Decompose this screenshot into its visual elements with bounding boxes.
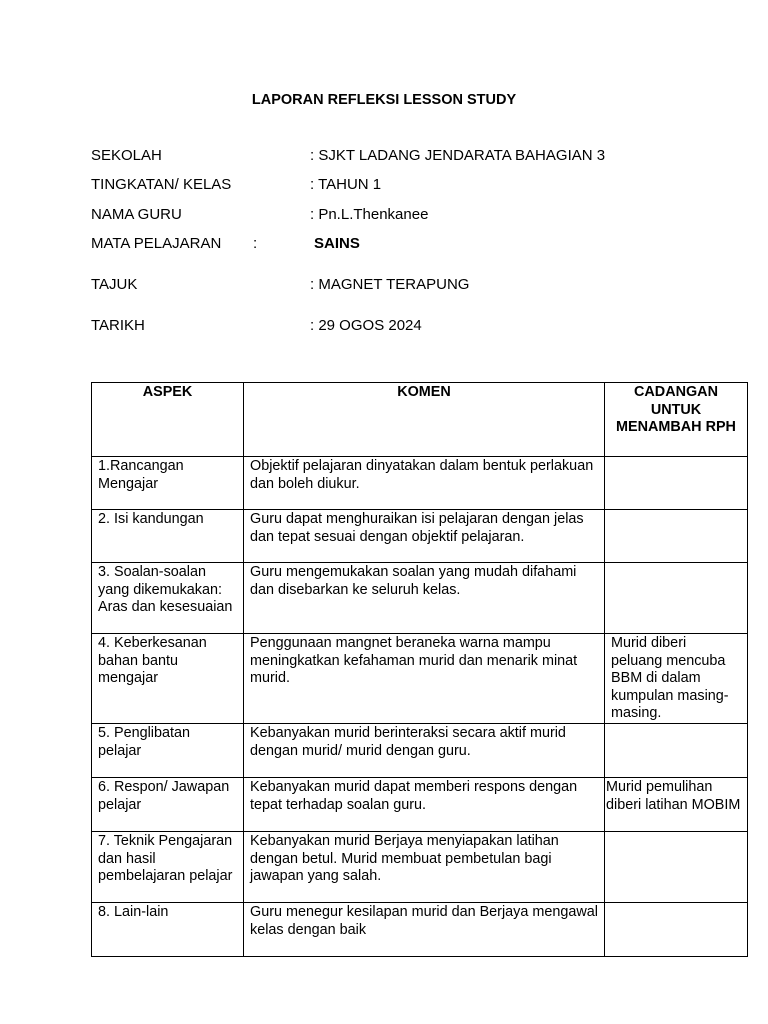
date-value: : 29 OGOS 2024	[310, 317, 422, 334]
cadangan-cell	[605, 457, 748, 510]
komen-cell: Kebanyakan murid berinteraksi secara aktif murid dengan murid/ murid dengan guru.	[244, 724, 605, 778]
cadangan-cell: Murid diberi peluang mencuba BBM di dalam kumpulan masing-masing.	[605, 634, 748, 724]
subject-colon: :	[253, 235, 258, 252]
komen-cell: Kebanyakan murid Berjaya menyiapakan latihan dengan betul. Murid membuat pembetulan bagi jawapan yang salah.	[244, 832, 605, 903]
class-label: TINGKATAN/ KELAS	[91, 176, 232, 193]
aspek-cell: 4. Keberkesanan bahan bantu mengajar	[92, 634, 244, 724]
aspek-cell: 8. Lain-lain	[92, 903, 244, 957]
topic-label: TAJUK	[91, 276, 138, 293]
komen-cell: Objektif pelajaran dinyatakan dalam bentuk perlakuan dan boleh diukur.	[244, 457, 605, 510]
aspek-cell: 2. Isi kandungan	[92, 510, 244, 563]
komen-cell: Kebanyakan murid dapat memberi respons dengan tepat terhadap soalan guru.	[244, 778, 605, 832]
teacher-label: NAMA GURU	[91, 206, 182, 223]
aspek-cell: 5. Penglibatan pelajar	[92, 724, 244, 778]
subject-value: SAINS	[314, 235, 360, 252]
header-cadangan: CADANGAN UNTUK MENAMBAH RPH	[605, 383, 748, 457]
komen-cell: Guru dapat menghuraikan isi pelajaran dengan jelas dan tepat sesuai dengan objektif pelajaran.	[244, 510, 605, 563]
school-label: SEKOLAH	[91, 147, 162, 164]
aspek-cell: 6. Respon/ Jawapan pelajar	[92, 778, 244, 832]
table-header-row	[92, 383, 748, 457]
aspek-cell: 1.Rancangan Mengajar	[92, 457, 244, 510]
date-label: TARIKH	[91, 317, 145, 334]
table-row	[92, 563, 748, 634]
aspek-cell: 7. Teknik Pengajaran dan hasil pembelajaran pelajar	[92, 832, 244, 903]
header-aspek: ASPEK	[92, 383, 244, 457]
komen-cell: Guru menegur kesilapan murid dan Berjaya mengawal kelas dengan baik	[244, 903, 605, 957]
table-row	[92, 510, 748, 563]
reflection-table	[91, 382, 748, 957]
class-value: : TAHUN 1	[310, 176, 382, 193]
cadangan-cell	[605, 724, 748, 778]
table-row	[92, 778, 748, 832]
topic-value: : MAGNET TERAPUNG	[310, 276, 470, 293]
table-row	[92, 724, 748, 778]
teacher-value: : Pn.L.Thenkanee	[310, 206, 429, 223]
komen-cell: Guru mengemukakan soalan yang mudah difahami dan disebarkan ke seluruh kelas.	[244, 563, 605, 634]
school-value: : SJKT LADANG JENDARATA BAHAGIAN 3	[310, 147, 606, 164]
cadangan-cell: Murid pemulihan diberi latihan MOBIM	[605, 778, 748, 832]
cadangan-cell	[605, 832, 748, 903]
table-row	[92, 457, 748, 510]
report-title: LAPORAN REFLEKSI LESSON STUDY	[251, 92, 517, 108]
cadangan-cell	[605, 903, 748, 957]
cadangan-cell	[605, 563, 748, 634]
header-komen: KOMEN	[244, 383, 605, 457]
subject-label: MATA PELAJARAN	[91, 235, 222, 252]
aspek-cell: 3. Soalan-soalan yang dikemukakan: Aras dan kesesuaian	[92, 563, 244, 634]
table-row	[92, 903, 748, 957]
komen-cell: Penggunaan mangnet beraneka warna mampu meningkatkan kefahaman murid dan menarik minat murid.	[244, 634, 605, 724]
table-row	[92, 634, 748, 724]
table-row	[92, 832, 748, 903]
cadangan-cell	[605, 510, 748, 563]
